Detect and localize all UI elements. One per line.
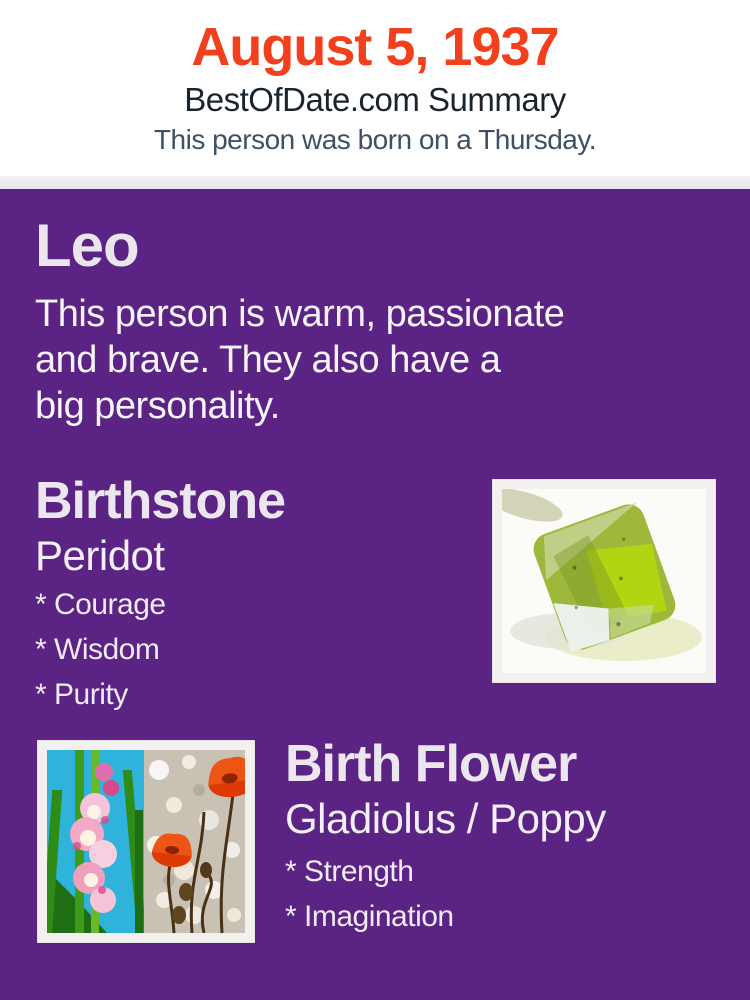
zodiac-description — [35, 291, 564, 429]
birthstone-trait: * Wisdom — [35, 633, 160, 666]
birthstone-trait: * Courage — [35, 588, 166, 621]
birthstone-traits-list — [35, 582, 285, 717]
zodiac-sign-heading: Leo — [35, 212, 139, 279]
header — [0, 0, 750, 176]
birthstone-trait: * Purity — [35, 678, 128, 711]
peridot-gem-graphic — [502, 489, 706, 673]
birth-flower-traits-list — [285, 849, 606, 939]
day-of-week-note: This person was born on a Thursday. — [153, 124, 597, 155]
birthstone-section — [35, 472, 285, 717]
header-divider — [0, 176, 750, 189]
zodiac-description-line: big personality. — [35, 385, 280, 427]
zodiac-description-line: and brave. They also have a — [35, 339, 501, 381]
birth-date-title: August 5, 1937 — [191, 17, 559, 77]
birth-flower-trait: * Strength — [285, 855, 414, 888]
zodiac-description-line: This person is warm, passionate — [35, 293, 565, 335]
birth-flower-name: Gladiolus / Poppy — [285, 795, 606, 842]
site-summary-subtitle: BestOfDate.com Summary — [184, 81, 566, 118]
poppy-photo-half — [144, 750, 245, 933]
gladiolus-poppy-graphic — [47, 750, 245, 933]
details-panel — [0, 189, 750, 1000]
birthstone-title: Birthstone — [35, 472, 285, 530]
birth-flower-title: Birth Flower — [285, 735, 577, 793]
gladiolus-photo-half — [47, 750, 146, 933]
birthstone-name: Peridot — [35, 532, 165, 579]
birth-flower-section — [285, 735, 606, 939]
birthstone-image — [492, 479, 716, 683]
birth-flower-trait: * Imagination — [285, 900, 454, 933]
birth-flower-image — [37, 740, 255, 943]
